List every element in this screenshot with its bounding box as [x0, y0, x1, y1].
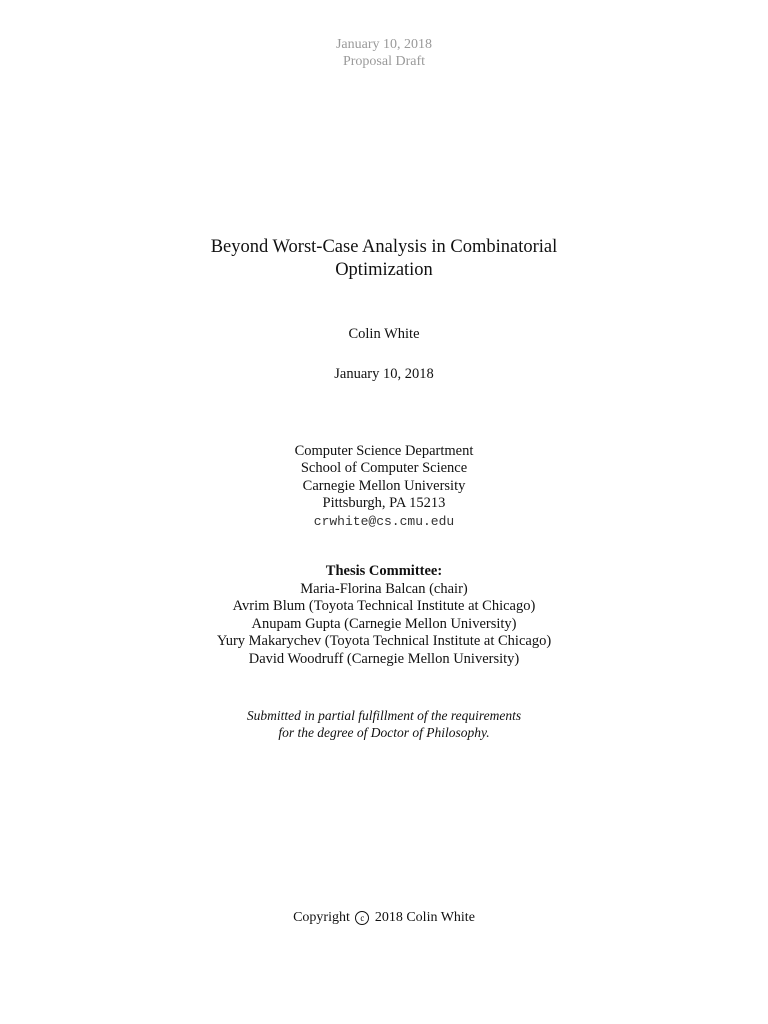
header-date: January 10, 2018	[335, 37, 433, 52]
document-date: January 10, 2018	[334, 366, 434, 382]
copyright-label: Copyright	[293, 910, 350, 925]
committee-member: Avrim Blum (Toyota Technical Institute at Chicago)	[232, 598, 536, 614]
submission-line-1: Submitted in partial fulfillment of the requirements	[246, 708, 522, 723]
copyright-notice	[0, 910, 768, 926]
affiliation-department: Computer Science Department	[294, 443, 474, 459]
committee-member: David Woodruff (Carnegie Mellon University)	[248, 651, 520, 667]
committee-member: Maria-Florina Balcan (chair)	[300, 581, 468, 597]
submission-line-2: for the degree of Doctor of Philosophy.	[278, 725, 490, 740]
author-name: Colin White	[348, 326, 420, 342]
affiliation-university: Carnegie Mellon University	[302, 478, 466, 494]
affiliation-school: School of Computer Science	[300, 460, 468, 476]
copyright-holder: 2018 Colin White	[374, 910, 475, 925]
committee-heading: Thesis Committee:	[325, 563, 443, 579]
affiliation-city: Pittsburgh, PA 15213	[322, 495, 446, 511]
copyright-icon: c	[355, 911, 369, 925]
title-line-1: Beyond Worst-Case Analysis in Combinatorial	[210, 237, 558, 257]
committee-member: Anupam Gupta (Carnegie Mellon University)	[251, 616, 517, 632]
header-status: Proposal Draft	[342, 54, 426, 69]
email-address: crwhite@cs.cmu.edu	[313, 514, 455, 529]
committee-member: Yury Makarychev (Toyota Technical Institute at Chicago)	[216, 633, 552, 649]
title-line-2: Optimization	[335, 260, 433, 280]
